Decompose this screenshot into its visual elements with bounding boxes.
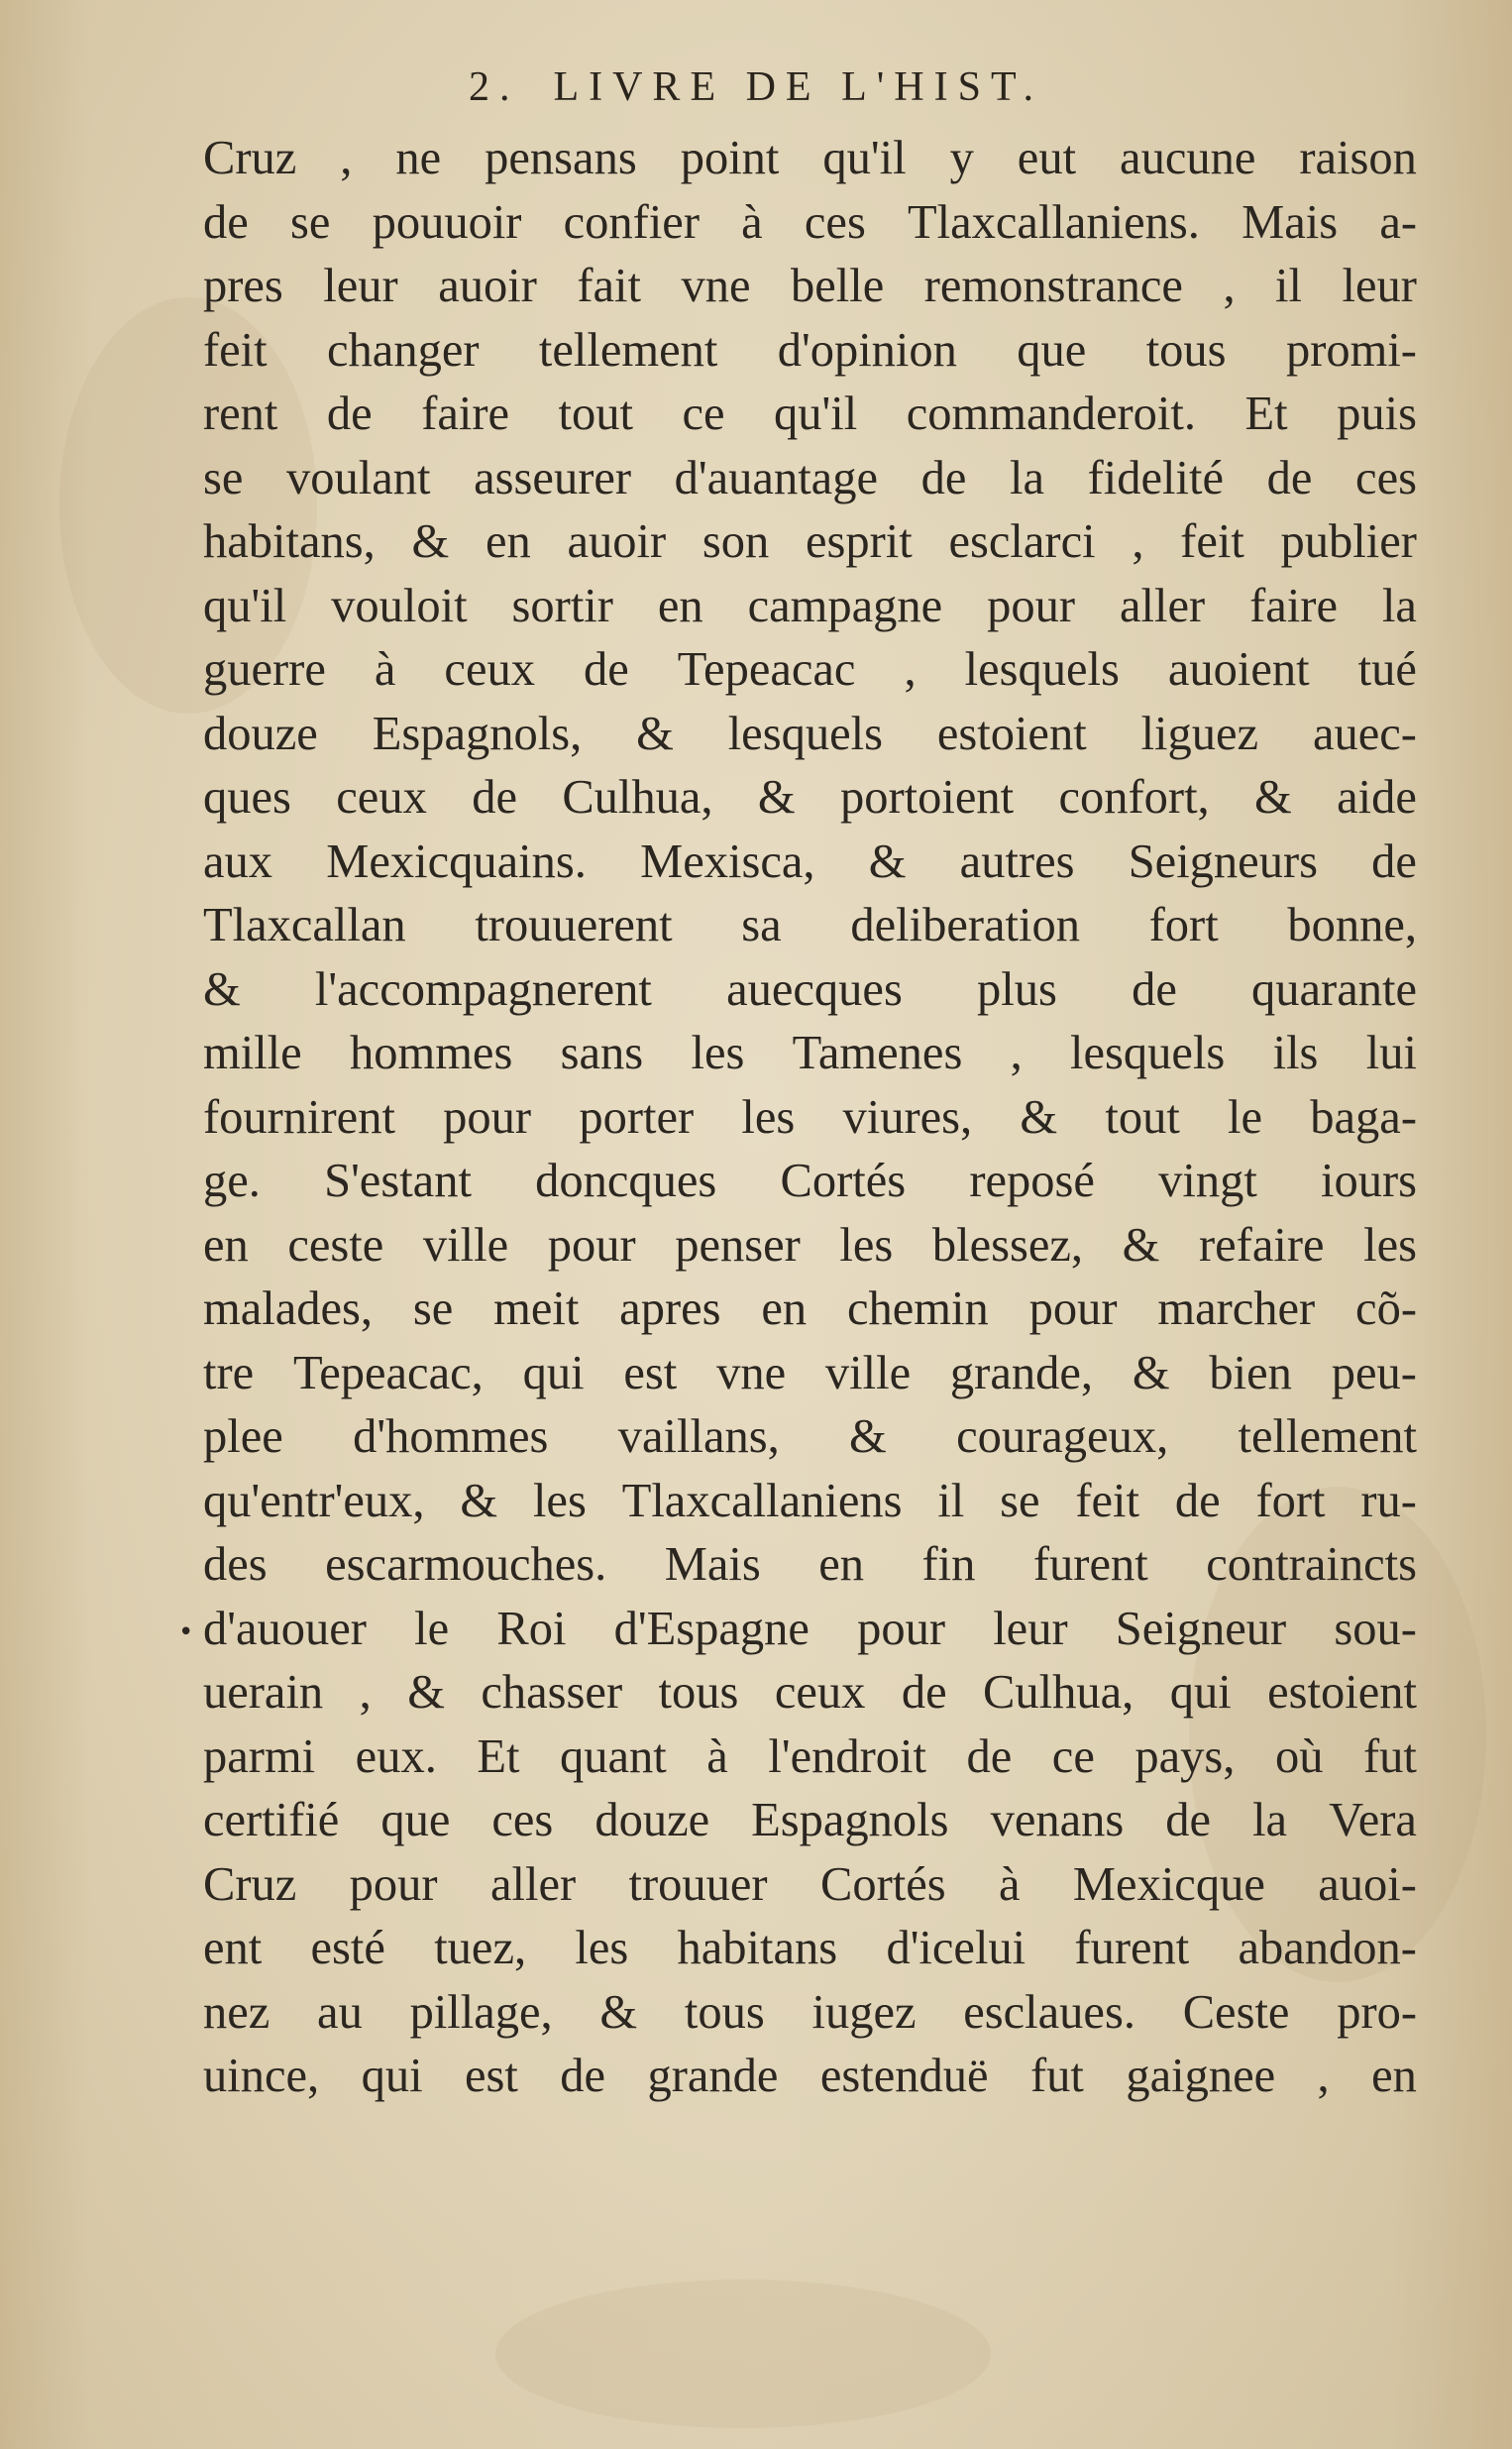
text-line: aux Mexicquains. Mexisca, & autres Seigneurs de — [203, 835, 1417, 888]
text-line: rent de faire tout ce qu'il commanderoit. Et puis — [203, 388, 1417, 440]
text-line: ge. S'estant doncques Cortés reposé vingt iours — [203, 1155, 1417, 1207]
text-line: d'auouer le Roi d'Espagne pour leur Seigneur sou- — [203, 1602, 1417, 1655]
text-line: feit changer tellement d'opinion que tous promi- — [203, 323, 1417, 377]
text-line: guerre à ceux de Tepeacac , lesquels auoient tué — [203, 643, 1417, 696]
text-line: Cruz , ne pensans point qu'il y eut aucune raison — [203, 132, 1417, 184]
text-line: & l'accompagnerent auecques plus de quarante — [203, 962, 1417, 1016]
text-line: plee d'hommes vaillans, & courageux, tellement — [203, 1410, 1417, 1463]
running-title: LIVRE DE L'HIST. — [553, 64, 1044, 110]
text-line: Cruz pour aller trouuer Cortés à Mexicque auoi- — [203, 1857, 1417, 1911]
text-line: ent esté tuez, les habitans d'icelui furent abandon- — [203, 1922, 1417, 1974]
text-line: malades, se meit apres en chemin pour marcher cõ- — [203, 1282, 1417, 1335]
text-line: ques ceux de Culhua, & portoient confort, & aide — [203, 771, 1417, 824]
body-text — [203, 127, 1417, 2109]
page-number: 2. — [468, 64, 520, 110]
text-line: se voulant asseurer d'auantage de la fidelité de ces — [203, 451, 1417, 504]
text-line: parmi eux. Et quant à l'endroit de ce pays, où fut — [203, 1729, 1417, 1783]
text-line: mille hommes sans les Tamenes , lesquels ils lui — [203, 1027, 1417, 1079]
text-line: en ceste ville pour penser les blessez, & refaire les — [203, 1218, 1417, 1272]
paper-stain — [495, 2280, 991, 2428]
text-line: fournirent pour porter les viures, & tout le baga- — [203, 1090, 1417, 1144]
text-line: nez au pillage, & tous iugez esclaues. Ceste pro- — [203, 1985, 1417, 2039]
text-line: douze Espagnols, & lesquels estoient liguez auec- — [203, 707, 1417, 760]
text-line: Tlaxcallan trouuerent sa deliberation fort bonne, — [203, 899, 1417, 951]
text-line: qu'entr'eux, & les Tlaxcallaniens il se feit de fort ru- — [203, 1474, 1417, 1527]
text-line: certifié que ces douze Espagnols venans de la Vera — [203, 1794, 1417, 1846]
text-line: des escarmouches. Mais en fin furent contraincts — [203, 1538, 1417, 1591]
marginal-marker: • — [178, 1617, 194, 1647]
text-line: habitans, & en auoir son esprit esclarci , feit publier — [203, 515, 1417, 568]
text-line: pres leur auoir fait vne belle remonstrance , il leur — [203, 260, 1417, 312]
text-line: de se pouuoir confier à ces Tlaxcallaniens. Mais a- — [203, 195, 1417, 249]
text-line: tre Tepeacac, qui est vne ville grande, & bien peu- — [203, 1346, 1417, 1399]
running-header — [0, 63, 1512, 111]
text-line: uerain , & chasser tous ceux de Culhua, qui estoient — [203, 1666, 1417, 1719]
text-line: qu'il vouloit sortir en campagne pour aller faire la — [203, 579, 1417, 632]
text-line: uince, qui est de grande estenduë fut gaignee , en — [203, 2050, 1417, 2102]
